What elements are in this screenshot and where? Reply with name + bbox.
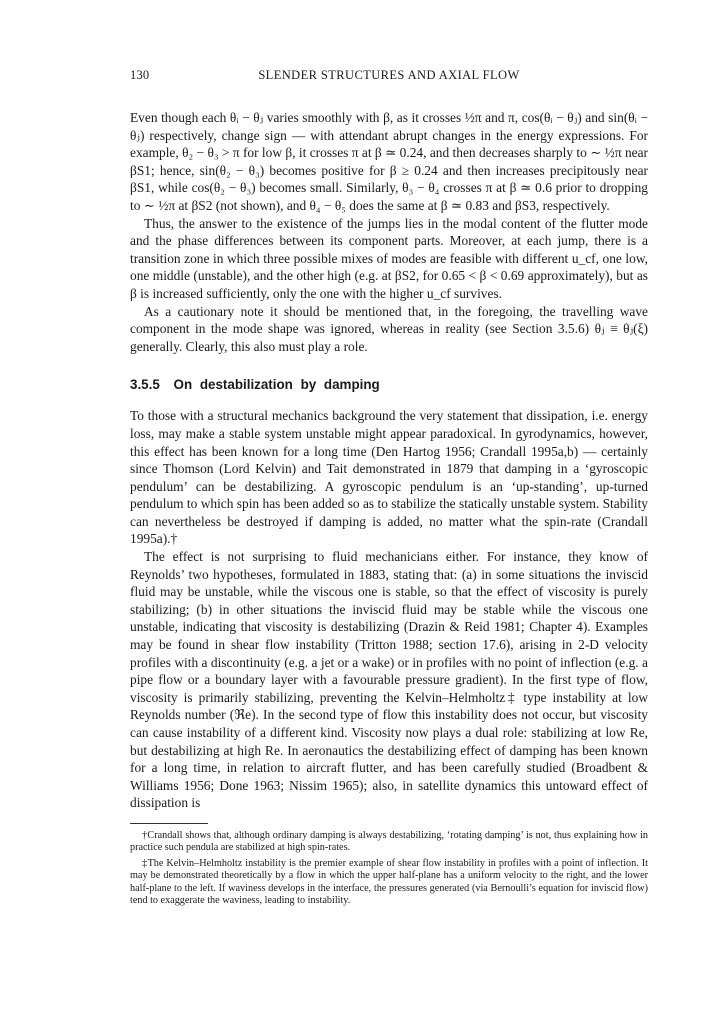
page-body — [130, 109, 648, 812]
running-title: SLENDER STRUCTURES AND AXIAL FLOW — [258, 68, 520, 82]
paragraph: The effect is not surprising to fluid mechanicians either. For instance, they know of Reynolds’ two hypotheses, formulated in 1883, stating that: (a) in some situations the inviscid fluid may be unstable, while the viscous one is stable, so that the effect of viscosity is purely stabilizing; (b) in other situations the inviscid fluid may be stable while the viscous one unstable, indicating that viscosity is destabilizing (Drazin & Reid 1981; Chapter 4). Examples may be found in shear flow instability (Tritton 1988; section 17.6), arising in 2-D velocity profiles with a discontinuity (e.g. a jet or a wake) or in profiles with no point of inflection (e.g. a pipe flow or a boundary layer with a favourable pressure gradient). In the first type of flow, viscosity is primarily stabilizing, preventing the Kelvin–Helmholtz‡ type instability at low Reynolds number (ℜe). In the second type of flow this instability does not occur, but viscosity can cause instability of a different kind. Viscosity now plays a dual role: stabilizing at low Re, but destabilizing at high Re. In aeronautics the destabilizing effect of damping has been known for a long time, in relation to aircraft flutter, and has been carefully studied (Broadbent & Williams 1956; Done 1963; Nissim 1965); also, in satellite dynamics this untoward effect of dissipation is — [130, 549, 648, 811]
page-header — [130, 68, 648, 90]
book-page — [130, 68, 648, 910]
footnote: ‡The Kelvin–Helmholtz instability is the premier example of shear flow instability in profiles with a point of inflection. It may be demonstrated theoretically by a flow in which the upper half-plane has a uniform velocity to the right, and the lower half-plane to the left. If waviness develops in the interface, the pressures generated (via Bernoulli’s equation for inviscid flow) tend to exaggerate the waviness, leading to instability. — [130, 857, 648, 906]
paragraph: As a cautionary note it should be mentioned that, in the foregoing, the travelling wave component in the mode shape was ignored, whereas in reality (see Section 3.5.6) θⱼ ≡ θⱼ(ξ) generally. Clearly, this also must play a role. — [130, 303, 648, 354]
section-number: 3.5.5 — [130, 377, 160, 393]
paragraph: Even though each θᵢ − θⱼ varies smoothly with β, as it crosses ½π and π, cos(θᵢ − θⱼ) and sin(θᵢ − θⱼ) respectively, change sign — with attendant abrupt changes in the energy expressions. For example, θ₂ − θ₃ > π for low β, it crosses π at β ≃ 0.24, and then decreases sharply to ∼ ½π near βS1; hence, sin(θ₂ − θ₃) becomes positive for β ≥ 0.24 and then increases precipitously near βS1, while cos(θ₂ − θ₃) becomes small. Similarly, θ₃ − θ₄ crosses π at β ≃ 0.6 prior to dropping to ∼ ½π at βS2 (not shown), and θ₄ − θ₅ does the same at β ≃ 0.83 and βS3, respectively. — [130, 110, 648, 213]
footnote: †Crandall shows that, although ordinary damping is always destabilizing, ‘rotating damping’ is not, thus explaining how in practice such pendula are stabilized at high spin-rates. — [130, 829, 648, 854]
footnotes — [130, 830, 648, 907]
footnote-rule — [130, 823, 208, 824]
page-number: 130 — [130, 68, 150, 82]
section-title: On destabilization by damping — [173, 377, 380, 393]
section-heading — [130, 377, 648, 392]
paragraph: Thus, the answer to the existence of the jumps lies in the modal content of the flutter mode and the phase differences between its component parts. Moreover, at each jump, there is a transition zone in which three possible mixes of modes are feasible with different u_cf, one low, one middle (unstable), and the other high (e.g. at βS2, for 0.65 < β < 0.69 approximately), but as β is increased sufficiently, only the one with the higher u_cf survives. — [130, 215, 648, 301]
paragraph: To those with a structural mechanics background the very statement that dissipation, i.e. energy loss, may make a stable system unstable might appear paradoxical. In gyrodynamics, however, this effect has been known for a long time (Den Hartog 1956; Crandall 1995a,b) — certainly since Thomson (Lord Kelvin) and Tait demonstrated in 1879 that damping in a ‘gyroscopic pendulum’ can be destabilizing. A gyroscopic pendulum is an ‘up-standing’, up-turned pendulum to which spin has been added so as to stabilize the statically unstable system. Stability can nevertheless be destroyed if damping is added, no matter what the spin-rate (Crandall 1995a).† — [130, 408, 648, 547]
